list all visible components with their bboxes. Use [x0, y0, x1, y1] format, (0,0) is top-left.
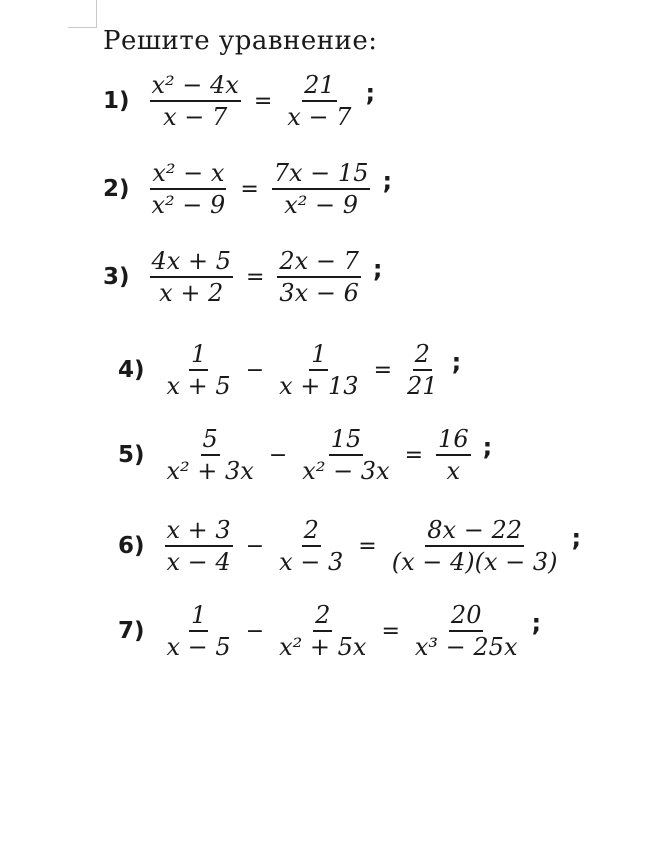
denominator: (x − 4)(x − 3)	[391, 548, 558, 576]
denominator: x − 7	[287, 103, 352, 131]
fraction-right	[273, 246, 364, 308]
numerator: 15	[329, 424, 364, 456]
denominator: x	[446, 457, 461, 485]
denominator: x³ − 25x	[414, 633, 518, 661]
equation-1	[103, 70, 375, 132]
equals-sign: =	[240, 176, 259, 202]
minus-sign: −	[268, 442, 288, 468]
denominator: x² + 5x	[279, 633, 367, 661]
equation-number: 2)	[103, 176, 130, 202]
minus-sign: −	[245, 357, 265, 383]
minus-sign: −	[245, 533, 265, 559]
equation-number: 3)	[103, 264, 130, 290]
fraction-left	[146, 70, 245, 132]
fraction-right	[432, 424, 475, 486]
equation-3	[103, 246, 382, 308]
fraction-left	[146, 158, 232, 220]
fraction-first	[161, 515, 237, 577]
denominator: x² + 3x	[166, 457, 254, 485]
denominator: x² − 3x	[302, 457, 390, 485]
equals-sign: =	[253, 88, 273, 114]
denominator: x − 7	[163, 103, 228, 131]
semicolon: ;	[531, 609, 542, 637]
numerator: 7x − 15	[272, 158, 371, 190]
denominator: x − 5	[166, 633, 231, 661]
numerator: 2x − 7	[277, 246, 360, 278]
equation-number: 1)	[103, 88, 130, 114]
equals-sign: =	[381, 618, 400, 644]
equation-number: 6)	[118, 533, 145, 559]
fraction-first	[161, 600, 237, 662]
semicolon: ;	[372, 255, 383, 283]
numerator: x² − x	[150, 158, 226, 190]
numerator: 5	[201, 424, 220, 456]
fraction-second	[273, 339, 364, 401]
numerator: 16	[436, 424, 471, 456]
equals-sign: =	[358, 533, 377, 559]
semicolon: ;	[382, 167, 393, 195]
equation-2	[103, 158, 392, 220]
denominator: 3x − 6	[279, 279, 359, 307]
numerator: 21	[302, 70, 337, 102]
numerator: 1	[189, 600, 208, 632]
denominator: x − 3	[279, 548, 344, 576]
fraction-left	[146, 246, 237, 308]
fraction-second	[273, 600, 372, 662]
numerator: 1	[309, 339, 328, 371]
equation-6	[118, 515, 581, 577]
task-heading: Решите уравнение:	[103, 26, 378, 56]
fraction-right	[281, 70, 357, 132]
fraction-second	[273, 515, 349, 577]
fraction-first	[161, 424, 260, 486]
numerator: 4x + 5	[150, 246, 233, 278]
fraction-right	[409, 600, 524, 662]
fraction-second	[296, 424, 395, 486]
numerator: x + 3	[165, 515, 233, 547]
equation-7	[118, 600, 541, 662]
numerator: 20	[449, 600, 484, 632]
fraction-right	[401, 339, 444, 401]
equals-sign: =	[245, 264, 265, 290]
denominator: x + 5	[166, 372, 231, 400]
numerator: 2	[413, 339, 432, 371]
numerator: 1	[189, 339, 208, 371]
equation-number: 4)	[118, 357, 145, 383]
denominator: 21	[407, 372, 438, 400]
denominator: x² − 9	[284, 191, 358, 219]
fraction-right	[268, 158, 375, 220]
numerator: x² − 4x	[150, 70, 241, 102]
denominator: x + 13	[279, 372, 359, 400]
minus-sign: −	[245, 618, 265, 644]
equation-number: 5)	[118, 442, 145, 468]
semicolon: ;	[482, 433, 493, 461]
fraction-right	[386, 515, 564, 577]
numerator: 8x − 22	[425, 515, 524, 547]
semicolon: ;	[365, 79, 376, 107]
equation-number: 7)	[118, 618, 145, 644]
fraction-first	[161, 339, 237, 401]
semicolon: ;	[571, 524, 582, 552]
equation-5	[118, 424, 492, 486]
denominator: x² − 9	[151, 191, 226, 219]
numerator: 2	[313, 600, 332, 632]
equals-sign: =	[404, 442, 424, 468]
denominator: x − 4	[166, 548, 231, 576]
equation-4	[118, 339, 461, 401]
denominator: x + 2	[159, 279, 224, 307]
equals-sign: =	[373, 357, 393, 383]
numerator: 2	[302, 515, 321, 547]
page-corner-mark	[68, 0, 97, 28]
semicolon: ;	[451, 348, 462, 376]
